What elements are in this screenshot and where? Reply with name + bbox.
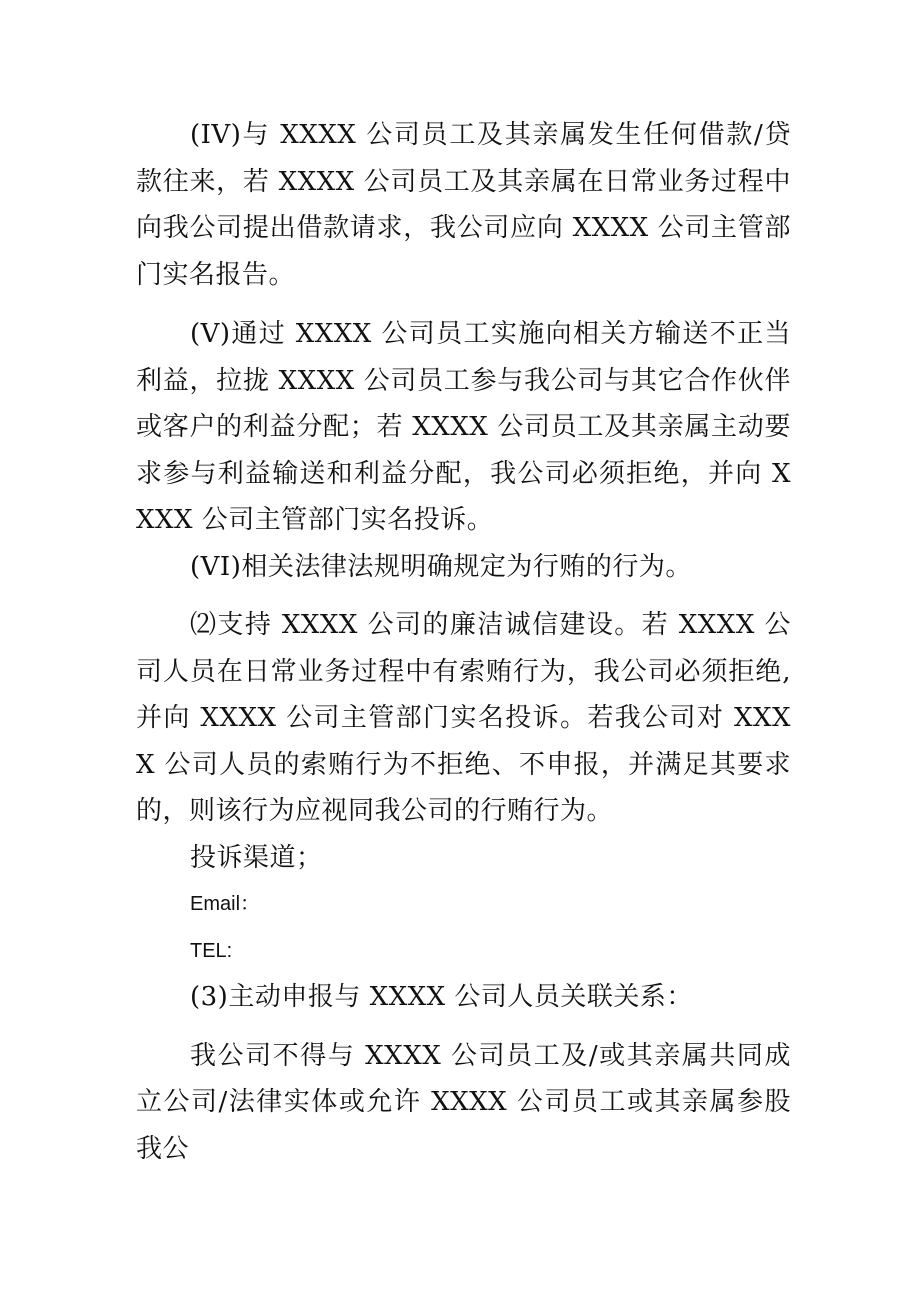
- email-label: Email：: [190, 893, 261, 915]
- paragraph-joint-company: 我公司不得与 XXXX 公司员工及/或其亲属共同成立公司/法律实体或允许 XXXX 公司员工或其亲属参股我公: [136, 1040, 791, 1164]
- paragraph-iv-loans: (IV)与 XXXX 公司员工及其亲属发生任何借款/贷款往来，若 XXXX 公司员工及其亲属在日常业务过程中向我公司提出借款请求，我公司应向 XXXX 公司主管部门实名报告。: [136, 120, 791, 290]
- paragraph-vi-bribery: (VI)相关法律法规明确规定为行贿的行为。: [190, 551, 692, 582]
- complaint-channel-label: 投诉渠道；: [190, 842, 323, 873]
- paragraph-3-declaration: (3)主动申报与 XXXX 公司人员关联关系：: [190, 982, 693, 1012]
- tel-label: TEL:: [190, 939, 233, 962]
- paragraph-v-benefits: (V)通过 XXXX 公司员工实施向相关方输送不正当利益，拉拢 XXXX 公司员工参与我公司与其它合作伙伴或客户的利益分配；若 XXXX 公司员工及其亲属主动要求参与利益输送和利益分配，我公司必须拒绝，并向 XXXX 公司主管部门实名投诉。: [136, 319, 791, 535]
- paragraph-2-integrity: ⑵支持 XXXX 公司的廉洁诚信建设。若 XXXX 公司人员在日常业务过程中有索贿行为，我公司必须拒绝,并向 XXXX 公司主管部门实名投诉。若我公司对 XXXX 公司人员的索贿行为不拒绝、不申报，并满足其要求的，则该行为应视同我公司的行贿行为。: [136, 610, 791, 826]
- document-body: [136, 112, 791, 1172]
